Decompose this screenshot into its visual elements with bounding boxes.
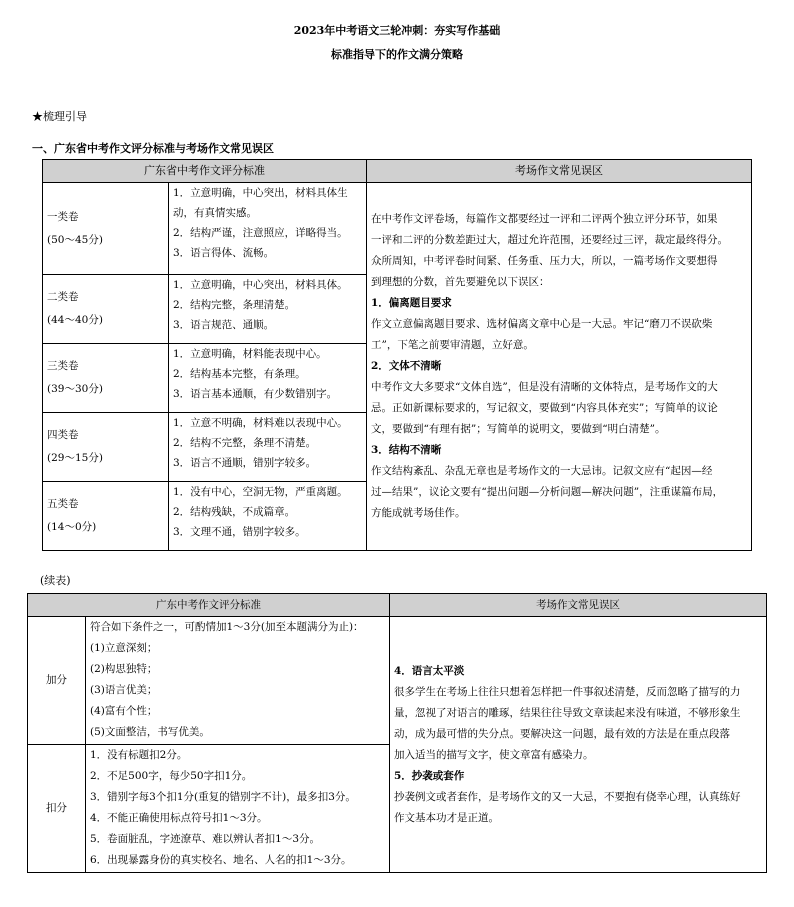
level-2-cell: [43, 275, 169, 344]
level-3-criteria: [169, 344, 367, 413]
error-line: 加入适当的描写文字，使文章富有感染力。: [394, 748, 594, 761]
criteria-line: (5)文面整洁，书写优美。: [90, 726, 210, 738]
level-4-cell: [43, 413, 169, 482]
criteria-line: 1．立意明确，材料能表现中心。: [173, 348, 327, 360]
error-line: 很多学生在考场上往往只想着怎样把一件事叙述清楚，反而忽略了描写的力: [394, 685, 741, 698]
criteria-line: 动，有真情实感。: [173, 207, 257, 219]
level-name: 二类卷: [47, 291, 79, 303]
criteria-line: 6．出现暴露身份的真实校名、地名、人名的扣1～3分。: [90, 854, 352, 866]
criteria-line: 1．没有中心，空洞无物，严重离题。: [173, 486, 348, 498]
error-line: 中考作文大多要求“文体自选”，但是没有清晰的文体特点，是考场作文的大: [371, 381, 718, 393]
error-line: 文，要做到“有理有据”；写简单的说明文，要做到“明白清楚”。: [371, 423, 666, 435]
level-5-criteria: [169, 482, 367, 551]
table1-header-left: 广东省中考作文评分标准: [43, 160, 367, 183]
level-4-criteria: [169, 413, 367, 482]
error-title: 2．文体不清晰: [371, 360, 442, 372]
level-1-criteria: [169, 183, 367, 275]
error-line: 量，忽视了对语言的雕琢，结果往往导致文章读起来没有味道，不够形象生: [394, 706, 741, 719]
criteria-line: 3．语言得体、流畅。: [173, 247, 275, 259]
error-title: 1．偏离题目要求: [371, 297, 452, 309]
common-errors-cell-2: [390, 617, 767, 873]
criteria-line: (3)语言优美；: [90, 684, 158, 696]
add-points-label: 加分: [28, 617, 86, 745]
error-line: 作文结构紊乱、杂乱无章也是考场作文的一大忌讳。记叙文应有“起因—经: [371, 465, 713, 477]
table2-header-right: 考场作文常见误区: [390, 594, 767, 617]
criteria-line: 1．立意明确，中心突出，材料具体。: [173, 279, 348, 291]
level-name: 五类卷: [47, 498, 79, 510]
criteria-line: 1．立意不明确，材料难以表现中心。: [173, 417, 348, 429]
level-range: (14～0分): [47, 521, 97, 533]
criteria-line: 2．结构残缺，不成篇章。: [173, 506, 296, 518]
add-points-criteria: [86, 617, 390, 745]
page-subtitle: 标准指导下的作文满分策略: [331, 48, 463, 61]
section-heading: 一、广东省中考作文评分标准与考场作文常见误区: [32, 142, 274, 155]
criteria-line: 3．文理不通，错别字较多。: [173, 526, 306, 538]
criteria-line: 2．结构严谨，注意照应，详略得当。: [173, 227, 348, 239]
level-range: (29～15分): [47, 452, 103, 464]
error-line: 作文立意偏离题目要求、选材偏离文章中心是一大忌。牢记“磨刀不误砍柴: [371, 318, 713, 330]
error-line: 工”，下笔之前要审清题，立好意。: [371, 339, 534, 351]
level-3-cell: [43, 344, 169, 413]
intro-line: 一评和二评的分数差距过大，超过允许范围，还要经过三评，裁定最终得分。: [371, 234, 728, 246]
error-line: 抄袭例文或者套作，是考场作文的又一大忌，不要抱有侥幸心理，认真练好: [394, 790, 741, 803]
error-line: 动，成为最可惜的失分点。要解决这一问题，最有效的方法是在重点段落: [394, 727, 730, 740]
error-title: 4．语言太平淡: [394, 664, 465, 677]
intro-line: 到理想的分数，首先要避免以下误区：: [371, 276, 550, 288]
level-name: 一类卷: [47, 210, 79, 223]
error-line: 忌。正如新课标要求的，写记叙文，要做到“内容具体充实”；写简单的议论: [371, 402, 718, 414]
error-line: 方能成就考场佳作。: [371, 507, 466, 519]
criteria-line: 3．语言不通顺，错别字较多。: [173, 457, 317, 469]
error-line: 过—结果”，议论文要有“提出问题—分析问题—解决问题”，注重谋篇布局，: [371, 486, 724, 498]
scoring-table-continued: [27, 593, 767, 873]
criteria-line: 3．错别字每3个扣1分(重复的错别字不计)，最多扣3分。: [90, 791, 356, 803]
criteria-line: (4)富有个性；: [90, 705, 158, 717]
deduct-points-label: 扣分: [28, 745, 86, 873]
deduct-points-criteria: [86, 745, 390, 873]
intro-line: 在中考作文评卷场，每篇作文都要经过一评和二评两个独立评分环节，如果: [371, 213, 718, 225]
level-range: (50～45分): [47, 233, 103, 246]
error-line: 作文基本功才是正道。: [394, 811, 499, 824]
criteria-line: 3．语言规范、通顺。: [173, 319, 275, 331]
table1-header-right: 考场作文常见误区: [367, 160, 752, 183]
level-5-cell: [43, 482, 169, 551]
level-range: (39～30分): [47, 383, 103, 395]
error-title: 5．抄袭或套作: [394, 769, 465, 782]
error-title: 3．结构不清晰: [371, 444, 442, 456]
level-2-criteria: [169, 275, 367, 344]
criteria-line: 3．语言基本通顺，有少数错别字。: [173, 388, 338, 400]
criteria-line: (1)立意深刻；: [90, 642, 158, 654]
criteria-line: 1．立意明确，中心突出，材料具体生: [173, 187, 348, 199]
criteria-line: 2．结构基本完整，有条理。: [173, 368, 306, 380]
level-range: (44～40分): [47, 314, 103, 326]
criteria-line: 符合如下条件之一，可酌情加1～3分(加至本题满分为止)：: [90, 621, 364, 633]
criteria-line: 4．不能正确使用标点符号扣1～3分。: [90, 812, 268, 824]
scoring-table: [42, 159, 752, 551]
criteria-line: (2)构思独特；: [90, 663, 158, 675]
level-name: 三类卷: [47, 360, 79, 372]
criteria-line: 2．结构完整，条理清楚。: [173, 299, 296, 311]
page-title: 2023年中考语文三轮冲刺：夯实写作基础: [293, 24, 501, 37]
criteria-line: 2．不足500字，每少50字扣1分。: [90, 770, 253, 782]
level-1-cell: [43, 183, 169, 275]
criteria-line: 2．结构不完整，条理不清楚。: [173, 437, 317, 449]
section-label: ★梳理引导: [32, 110, 87, 123]
intro-line: 众所周知，中考评卷时间紧、任务重、压力大，所以，一篇考场作文要想得: [371, 255, 718, 267]
level-name: 四类卷: [47, 429, 79, 441]
criteria-line: 1．没有标题扣2分。: [90, 749, 188, 761]
table2-header-left: 广东中考作文评分标准: [28, 594, 390, 617]
criteria-line: 5．卷面脏乱，字迹潦草、难以辨认者扣1～3分。: [90, 833, 321, 845]
common-errors-cell: [367, 183, 752, 551]
continued-label: (续表): [40, 574, 71, 587]
